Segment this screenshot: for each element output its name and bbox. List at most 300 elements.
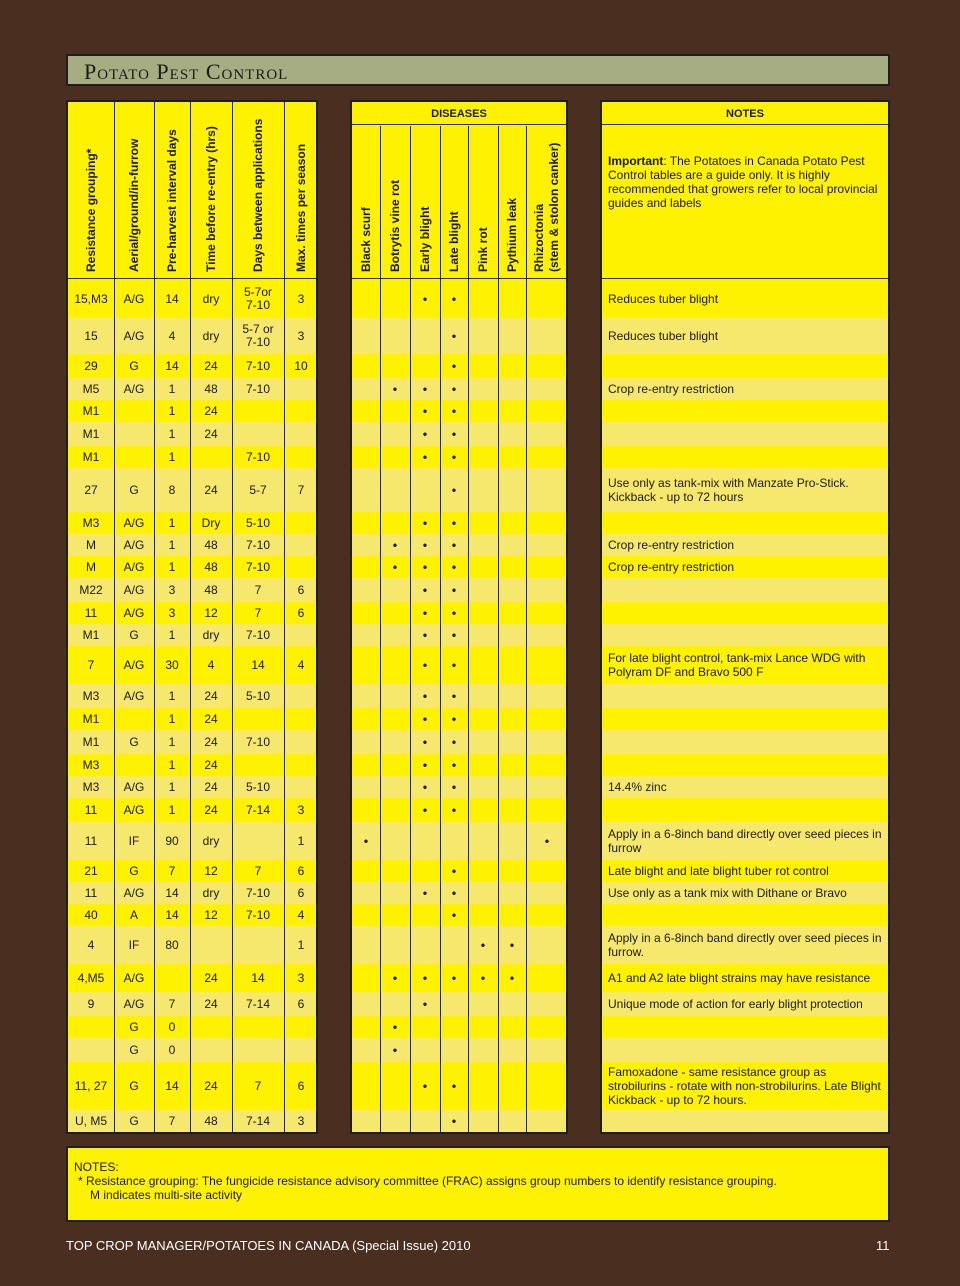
note-row [602, 446, 888, 468]
table-cell [284, 534, 318, 556]
disease-dot: • [451, 358, 457, 373]
table-cell: A/G [123, 328, 145, 343]
table-cell [232, 1038, 284, 1062]
header-divider [68, 278, 316, 279]
table-cell [284, 730, 318, 754]
table-cell [190, 926, 232, 964]
note-text: Apply in a 6-8inch band directly over seed pieces in furrow. [608, 931, 882, 959]
disease-dot: • [422, 515, 428, 530]
disease-dot: • [451, 970, 457, 985]
table-cell: 11 [84, 802, 98, 817]
disease-dot: • [392, 1019, 398, 1034]
table-cell [232, 926, 284, 964]
footer-notes-line1: * Resistance grouping: The fungicide resistance advisory committee (FRAC) assigns group numbers to identify resistance grouping. [78, 1174, 777, 1188]
disease-dot: • [422, 711, 428, 726]
table-cell: 15,M3 [74, 291, 108, 306]
table-cell: 7-10 [245, 449, 271, 464]
table-cell: A [129, 907, 138, 922]
note-row [602, 578, 888, 602]
disease-row [352, 822, 566, 860]
column-divider [468, 126, 469, 1132]
table-cell: 24 [204, 734, 218, 749]
table-cell: 7 [254, 863, 262, 878]
table-cell: 11, 27 [74, 1078, 108, 1093]
table-cell [232, 708, 284, 730]
table-cell: M [86, 559, 96, 574]
table-cell: 5-7 [249, 482, 267, 497]
table-cell: 1 [168, 515, 176, 530]
note-text: Crop re-entry restriction [608, 382, 735, 396]
table-cell: A/G [123, 970, 145, 985]
table-cell: M3 [82, 757, 100, 772]
table-cell: A/G [123, 537, 145, 552]
disease-dot: • [422, 779, 428, 794]
table-cell: 24 [204, 403, 218, 418]
disease-dot: • [451, 381, 457, 396]
application-info-table [66, 100, 318, 1134]
table-cell: 14 [165, 291, 179, 306]
table-cell [68, 1016, 114, 1038]
disease-dot: • [451, 403, 457, 418]
disease-dot: • [422, 449, 428, 464]
table-cell: 7-10 [245, 907, 271, 922]
note-row [602, 512, 888, 534]
table-cell: 1 [168, 802, 176, 817]
table-cell: 6 [297, 885, 305, 900]
note-row [602, 798, 888, 822]
table-cell [68, 1038, 114, 1062]
disease-dot: • [422, 885, 428, 900]
note-text: Reduces tuber blight [608, 292, 719, 306]
note-row [602, 422, 888, 446]
table-cell: 29 [84, 358, 98, 373]
note-text: A1 and A2 late blight strains may have resistance [608, 971, 871, 985]
table-cell: 27 [84, 482, 98, 497]
footer-notes [66, 1146, 890, 1222]
table-cell: dry [202, 328, 220, 343]
table-cell: 48 [204, 559, 218, 574]
table-cell: 24 [204, 711, 218, 726]
table-cell: 4,M5 [77, 970, 105, 985]
table-cell: 7-10 [245, 627, 271, 642]
table-cell: M [86, 537, 96, 552]
disease-dot: • [422, 627, 428, 642]
disease-header: Pink rot [476, 227, 490, 272]
table-cell: 4 [168, 328, 176, 343]
table-cell: IF [128, 937, 140, 952]
table-cell: 14 [165, 907, 179, 922]
note-row [602, 354, 888, 378]
table-cell: 7 [168, 1113, 176, 1128]
table-cell [284, 684, 318, 708]
disease-dot: • [392, 537, 398, 552]
table-cell [284, 776, 318, 798]
disease-dot: • [451, 627, 457, 642]
table-cell: 5-10 [245, 779, 271, 794]
disease-dot: • [509, 970, 515, 985]
disease-dot: • [451, 802, 457, 817]
table-cell: A/G [123, 802, 145, 817]
table-cell [114, 400, 154, 422]
table-cell: 6 [297, 863, 305, 878]
table-cell [232, 400, 284, 422]
disease-dot: • [451, 515, 457, 530]
table-cell: 24 [204, 802, 218, 817]
disease-dot: • [451, 449, 457, 464]
table-cell: 24 [204, 358, 218, 373]
table-cell [284, 708, 318, 730]
disease-header: Pythium leak [505, 197, 519, 272]
title-divider [602, 124, 888, 125]
table-cell: 24 [204, 757, 218, 772]
table-cell: 1 [168, 537, 176, 552]
disease-dot: • [392, 1042, 398, 1057]
table-cell: A/G [123, 657, 145, 672]
note-row [602, 684, 888, 708]
table-cell: 7 [87, 657, 95, 672]
note-row [602, 708, 888, 730]
table-cell [232, 422, 284, 446]
table-cell [284, 624, 318, 646]
table-cell: 7 [254, 1078, 262, 1093]
disease-dot: • [422, 970, 428, 985]
table-cell: 1 [168, 403, 176, 418]
disease-dot: • [422, 403, 428, 418]
table-cell: 1 [168, 559, 176, 574]
title-divider [352, 124, 566, 125]
disease-header: Botrytis vine rot [388, 179, 402, 272]
table-cell: 5-10 [245, 688, 271, 703]
column-divider [526, 126, 527, 1132]
table-cell [114, 422, 154, 446]
table-cell: 1 [168, 381, 176, 396]
disease-dot: • [422, 734, 428, 749]
disease-row [352, 992, 566, 1016]
disease-dot: • [422, 381, 428, 396]
disease-dot: • [422, 537, 428, 552]
column-divider [410, 126, 411, 1132]
disease-dot: • [392, 381, 398, 396]
column-header: Resistance grouping* [84, 148, 98, 272]
page-number: 11 [876, 1238, 890, 1253]
disease-dot: • [451, 1113, 457, 1128]
disease-dot: • [451, 482, 457, 497]
table-cell: 0 [168, 1042, 176, 1057]
table-cell: 5-7 or 7-10 [242, 322, 274, 349]
note-text: Use only as tank-mix with Manzate Pro-Stick. Kickback - up to 72 hours [608, 476, 849, 504]
table-cell: A/G [123, 515, 145, 530]
table-cell: M5 [82, 381, 100, 396]
disease-dot: • [422, 1078, 428, 1093]
table-cell: 1 [297, 833, 305, 848]
table-cell: 7 [254, 582, 262, 597]
table-cell: 3 [168, 582, 176, 597]
table-cell: 7-14 [245, 996, 271, 1011]
table-cell: G [129, 1113, 139, 1128]
table-cell [284, 446, 318, 468]
note-text: Use only as a tank mix with Dithane or Bravo [608, 886, 847, 900]
table-cell [154, 964, 190, 992]
table-cell: A/G [123, 996, 145, 1011]
table-cell: A/G [123, 381, 145, 396]
table-cell: Dry [201, 515, 221, 530]
table-cell [114, 446, 154, 468]
table-cell: 7 [168, 863, 176, 878]
table-cell: 1 [168, 757, 176, 772]
table-cell: 4 [207, 657, 215, 672]
table-cell: IF [128, 833, 140, 848]
table-cell: 11 [84, 885, 98, 900]
table-cell: 21 [84, 863, 98, 878]
table-cell: 6 [297, 582, 305, 597]
table-cell: G [129, 863, 139, 878]
table-cell [284, 1016, 318, 1038]
note-row [602, 1038, 888, 1062]
note-text: Apply in a 6-8inch band directly over seed pieces in furrow [608, 827, 882, 855]
page-title: Potato Pest Control [84, 59, 289, 84]
note-row [602, 754, 888, 776]
table-cell: 7-10 [245, 381, 271, 396]
disease-dot: • [422, 559, 428, 574]
table-cell: G [129, 358, 139, 373]
table-cell: 48 [204, 1113, 218, 1128]
disease-row [352, 1038, 566, 1062]
table-cell [190, 1016, 232, 1038]
note-row [602, 1016, 888, 1038]
table-cell: 14 [165, 358, 179, 373]
table-cell: 6 [297, 605, 305, 620]
disease-header-sub: (stem & stolon canker) [547, 142, 561, 272]
disease-dot: • [451, 291, 457, 306]
table-cell: 1 [168, 627, 176, 642]
table-cell: 12 [204, 605, 218, 620]
table-cell: 14 [251, 970, 265, 985]
table-cell [232, 822, 284, 860]
table-cell: 3 [297, 970, 305, 985]
disease-dot: • [480, 970, 486, 985]
table-cell: 1 [168, 711, 176, 726]
disease-dot: • [422, 802, 428, 817]
column-divider [498, 126, 499, 1132]
table-cell: 7-10 [245, 885, 271, 900]
table-cell: G [129, 1078, 139, 1093]
disease-dot: • [451, 863, 457, 878]
important-text: : The Potatoes in Canada Potato Pest Control tables are a guide only. It is highly recommended that growers refer to local provincial guides and labels [608, 154, 878, 210]
disease-dot: • [422, 757, 428, 772]
table-cell: G [129, 1019, 139, 1034]
table-cell: A/G [123, 688, 145, 703]
disease-dot: • [480, 937, 486, 952]
diseases-table [350, 100, 568, 1134]
table-cell: 7 [254, 605, 262, 620]
disease-dot: • [451, 907, 457, 922]
table-cell: M3 [82, 515, 100, 530]
column-header: Days between applications [251, 118, 265, 272]
important-notice [608, 154, 880, 210]
table-cell: A/G [123, 559, 145, 574]
disease-dot: • [363, 833, 369, 848]
disease-header: Early blight [418, 206, 432, 272]
note-row [602, 1110, 888, 1132]
table-cell [284, 1038, 318, 1062]
disease-header: Late blight [447, 211, 461, 272]
table-cell: 0 [168, 1019, 176, 1034]
disease-dot: • [392, 970, 398, 985]
table-cell: dry [202, 833, 220, 848]
disease-dot: • [422, 996, 428, 1011]
note-row [602, 400, 888, 422]
note-text: Crop re-entry restriction [608, 538, 735, 552]
note-text: Crop re-entry restriction [608, 560, 735, 574]
table-cell [284, 512, 318, 534]
table-cell: 7 [297, 482, 305, 497]
table-cell: M1 [82, 449, 100, 464]
disease-dot: • [451, 657, 457, 672]
table-cell: dry [202, 291, 220, 306]
disease-dot: • [451, 426, 457, 441]
disease-dot: • [422, 605, 428, 620]
table-cell: 1 [168, 734, 176, 749]
table-cell: 11 [84, 833, 98, 848]
table-cell: G [129, 627, 139, 642]
disease-dot: • [451, 537, 457, 552]
table-cell: 1 [168, 688, 176, 703]
table-cell: 14 [165, 885, 179, 900]
table-cell: 3 [297, 802, 305, 817]
disease-dot: • [451, 688, 457, 703]
column-header: Pre-harvest interval days [165, 129, 179, 272]
disease-dot: • [451, 885, 457, 900]
table-cell: 14 [251, 657, 265, 672]
note-row [602, 624, 888, 646]
disease-header: Black scurf [359, 207, 373, 272]
note-text: Famoxadone - same resistance group as strobilurins - rotate with non-strobilurins. Late Blight Kickback - up to 72 hours. [608, 1065, 881, 1107]
table-cell [284, 400, 318, 422]
table-cell: 7 [168, 996, 176, 1011]
note-row [602, 904, 888, 926]
disease-dot: • [422, 291, 428, 306]
table-cell: 24 [204, 996, 218, 1011]
table-cell: 5-10 [245, 515, 271, 530]
table-cell: G [129, 482, 139, 497]
notes-title: NOTES [726, 108, 764, 120]
column-divider [380, 126, 381, 1132]
table-cell: 7-14 [245, 1113, 271, 1128]
table-cell: 1 [168, 779, 176, 794]
table-cell: 4 [297, 657, 305, 672]
disease-row [352, 1016, 566, 1038]
table-cell: G [129, 734, 139, 749]
column-divider [440, 126, 441, 1132]
publication-footer: TOP CROP MANAGER/POTATOES IN CANADA (Special Issue) 2010 [66, 1238, 471, 1253]
disease-dot: • [451, 559, 457, 574]
table-cell: 7-14 [245, 802, 271, 817]
table-cell: 4 [87, 937, 95, 952]
table-cell: 24 [204, 779, 218, 794]
table-cell [114, 754, 154, 776]
table-cell [114, 708, 154, 730]
table-cell: 30 [165, 657, 179, 672]
table-cell: 40 [84, 907, 98, 922]
disease-dot: • [509, 937, 515, 952]
table-cell: 12 [204, 863, 218, 878]
table-cell: 24 [204, 970, 218, 985]
note-text: Unique mode of action for early blight protection [608, 997, 863, 1011]
note-row [602, 730, 888, 754]
table-cell: M1 [82, 426, 100, 441]
column-header: Time before re-entry (hrs) [204, 126, 218, 272]
table-cell: 12 [204, 907, 218, 922]
table-cell: 11 [84, 605, 98, 620]
table-cell: A/G [123, 605, 145, 620]
table-cell: 6 [297, 996, 305, 1011]
disease-row [352, 926, 566, 964]
table-cell: M3 [82, 688, 100, 703]
table-cell: M1 [82, 711, 100, 726]
note-text: 14.4% zinc [608, 780, 667, 794]
note-text: Reduces tuber blight [608, 329, 719, 343]
table-cell [284, 754, 318, 776]
table-cell: 8 [168, 482, 176, 497]
table-cell: 24 [204, 1078, 218, 1093]
disease-dot: • [451, 757, 457, 772]
note-row [602, 602, 888, 624]
table-cell: U, M5 [74, 1113, 107, 1128]
table-cell: 9 [87, 996, 95, 1011]
table-cell [284, 556, 318, 578]
diseases-title: DISEASES [431, 108, 487, 120]
disease-dot: • [451, 779, 457, 794]
notes-table [600, 100, 890, 1134]
table-cell: M3 [82, 779, 100, 794]
column-header: Aerial/ground/in-furrow [127, 138, 141, 272]
disease-dot: • [451, 328, 457, 343]
table-cell: 7-10 [245, 358, 271, 373]
table-cell: 15 [84, 328, 98, 343]
table-cell [284, 422, 318, 446]
table-cell [232, 754, 284, 776]
disease-dot: • [392, 559, 398, 574]
table-cell: 1 [297, 937, 305, 952]
disease-dot: • [544, 833, 550, 848]
table-cell: 80 [165, 937, 179, 952]
table-cell: 1 [168, 449, 176, 464]
table-cell: dry [202, 885, 220, 900]
table-cell: M1 [82, 627, 100, 642]
disease-dot: • [422, 582, 428, 597]
note-text: Late blight and late blight tuber rot control [608, 864, 829, 878]
table-cell: 4 [297, 907, 305, 922]
table-cell: 90 [165, 833, 179, 848]
table-cell: A/G [123, 582, 145, 597]
table-cell: A/G [123, 291, 145, 306]
table-cell [190, 1038, 232, 1062]
column-header: Max. times per season [294, 143, 308, 272]
table-cell: 3 [297, 1113, 305, 1128]
disease-dot: • [422, 426, 428, 441]
table-cell: 48 [204, 381, 218, 396]
table-cell [232, 1016, 284, 1038]
table-cell: 48 [204, 537, 218, 552]
table-cell: 7-10 [245, 537, 271, 552]
table-cell: 7-10 [245, 559, 271, 574]
table-cell: 24 [204, 688, 218, 703]
table-cell: M1 [82, 403, 100, 418]
footer-notes-heading: NOTES: [74, 1160, 119, 1174]
table-cell: 14 [165, 1078, 179, 1093]
table-cell [190, 446, 232, 468]
title-bar [66, 54, 890, 86]
